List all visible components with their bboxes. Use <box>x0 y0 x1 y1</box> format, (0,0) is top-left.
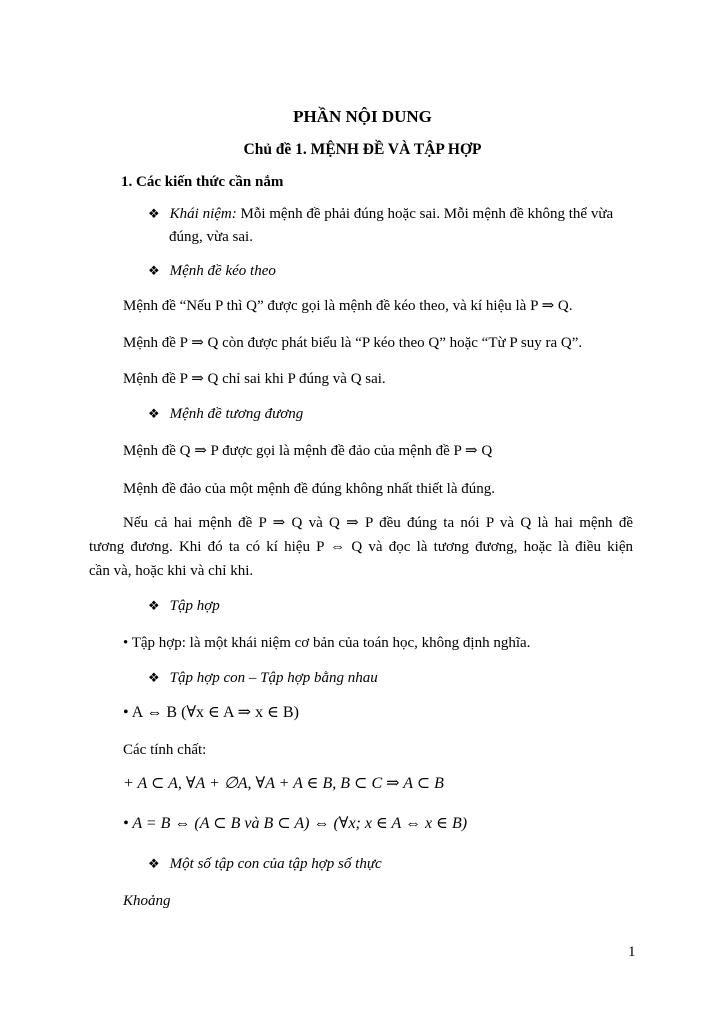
interval-label: Khoảng <box>123 893 171 909</box>
sets-heading-row <box>148 597 220 615</box>
subsets-heading-row <box>148 669 378 687</box>
section-heading: 1. Các kiến thức cần nắm <box>121 174 284 190</box>
equivalence-paragraph-3-line-2: tương đương. Khi đó ta có kí hiệu P ⇔ Q và đọc là tương đương, hoặc là điều kiện <box>89 539 633 555</box>
properties-formula: + A ⊂ A, ∀A + ∅A, ∀A + A ∈ B, B ⊂ C ⇒ A ⊂ B <box>123 775 444 792</box>
equivalence-heading-row <box>148 405 303 423</box>
concept-text: Mỗi mệnh đề phải đúng hoặc sai. Mỗi mệnh đề không thể vừa <box>240 206 614 222</box>
concept-line-1 <box>148 205 613 223</box>
real-subsets-heading-row <box>148 855 382 873</box>
properties-label: Các tính chất: <box>123 742 207 758</box>
real-subsets-heading: Một số tập con của tập hợp số thực <box>169 856 382 872</box>
diamond-bullet-icon: ❖ <box>148 263 160 278</box>
diamond-bullet-icon: ❖ <box>148 206 160 221</box>
concept-line-2: đúng, vừa sai. <box>169 229 253 245</box>
implication-paragraph-3: Mệnh đề P ⇒ Q chỉ sai khi P đúng và Q sai. <box>123 371 386 387</box>
diamond-bullet-icon: ❖ <box>148 856 160 871</box>
diamond-bullet-icon: ❖ <box>148 406 160 421</box>
equivalence-paragraph-3-line-3: cần và, hoặc khi và chỉ khi. <box>89 563 254 579</box>
topic-heading: Chủ đề 1. MỆNH ĐỀ VÀ TẬP HỢP <box>243 141 482 158</box>
implication-paragraph-2: Mệnh đề P ⇒ Q còn được phát biểu là “P kéo theo Q” hoặc “Từ P suy ra Q”. <box>123 335 583 351</box>
diamond-bullet-icon: ❖ <box>148 598 160 613</box>
diamond-bullet-icon: ❖ <box>148 670 160 685</box>
equivalence-heading: Mệnh đề tương đương <box>169 406 304 422</box>
page-number: 1 <box>628 944 636 960</box>
set-equality-formula: • A = B ⇔ (A ⊂ B và B ⊂ A) ⇔ (∀x; x ∈ A ⇔ x ∈ B) <box>123 815 468 832</box>
implication-heading: Mệnh đề kéo theo <box>169 263 276 279</box>
implication-heading-row <box>148 262 276 280</box>
equivalence-paragraph-2: Mệnh đề đảo của một mệnh đề đúng không nhất thiết là đúng. <box>123 481 496 497</box>
subsets-heading: Tập hợp con – Tập hợp bằng nhau <box>169 670 378 686</box>
page-title: PHẦN NỘI DUNG <box>293 107 432 126</box>
implication-paragraph-1: Mệnh đề “Nếu P thì Q” được gọi là mệnh đề kéo theo, và kí hiệu là P ⇒ Q. <box>123 298 573 314</box>
equivalence-paragraph-1: Mệnh đề Q ⇒ P được gọi là mệnh đề đảo của mệnh đề P ⇒ Q <box>123 443 493 459</box>
sets-heading: Tập hợp <box>169 598 220 614</box>
equivalence-paragraph-3-line-1: Nếu cả hai mệnh đề P ⇒ Q và Q ⇒ P đều đúng ta nói P và Q là hai mệnh đề <box>123 515 633 531</box>
subset-formula: • A ⇔ B (∀x ∈ A ⇒ x ∈ B) <box>123 704 299 721</box>
concept-label: Khái niệm: <box>169 206 237 222</box>
sets-paragraph: • Tập hợp: là một khái niệm cơ bản của toán học, không định nghĩa. <box>123 635 531 651</box>
